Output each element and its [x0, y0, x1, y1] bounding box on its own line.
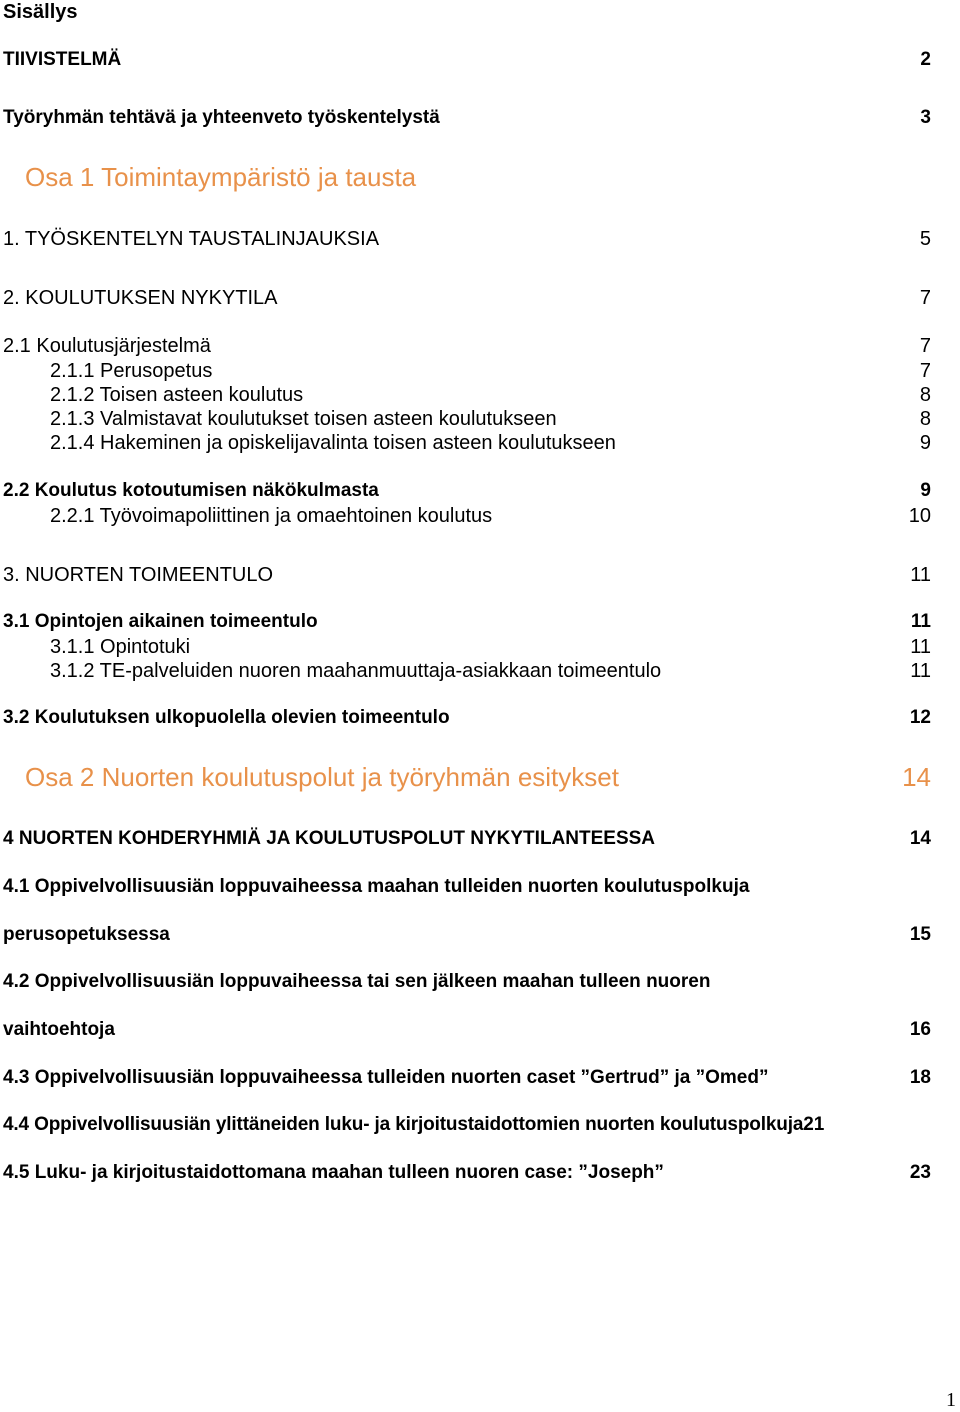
toc-entry[interactable]	[0, 1109, 960, 1141]
toc-entry-page: 11	[910, 611, 931, 632]
toc-entry-page: 10	[908, 505, 931, 527]
toc-entry[interactable]	[0, 919, 960, 951]
toc-entry-title: 2. KOULUTUKSEN NYKYTILA	[3, 287, 278, 309]
toc-entry-page: 9	[919, 432, 931, 454]
toc-entry-page: 11	[910, 660, 931, 682]
toc-entry[interactable]	[0, 655, 960, 687]
toc-entry-title: 4.5 Luku- ja kirjoitustaidottomana maahan tulleen nuoren case: ”Joseph”	[3, 1162, 664, 1183]
toc-entry-title: Työryhmän tehtävä ja yhteenveto työskentelystä	[3, 107, 440, 128]
page-number: 1	[946, 1389, 956, 1411]
toc-entry-page: 5	[919, 228, 931, 250]
toc-entry-page: 2	[920, 49, 931, 70]
toc-entry[interactable]	[0, 1157, 960, 1189]
toc-entry-page: 7	[919, 287, 931, 309]
toc-entry-title: 4.4 Oppivelvollisuusiän ylittäneiden luku- ja kirjoitustaidottomien nuorten koulutuspolkuja21	[3, 1114, 825, 1135]
toc-entry-title: 3.1 Opintojen aikainen toimeentulo	[3, 611, 318, 632]
toc-entry-title: TIIVISTELMÄ	[3, 49, 122, 70]
toc-entry[interactable]	[0, 871, 960, 903]
toc-section-heading[interactable]	[0, 761, 960, 793]
toc-entry-title: 2.2.1 Työvoimapoliittinen ja omaehtoinen koulutus	[50, 505, 493, 527]
toc-entry[interactable]	[0, 966, 960, 998]
toc-entry-title: 3.2 Koulutuksen ulkopuolella olevien toimeentulo	[3, 707, 450, 728]
toc-entry[interactable]	[0, 427, 960, 459]
toc-entry-page: 15	[909, 924, 931, 945]
toc-entry-page: 3	[920, 107, 931, 128]
toc-entry-title: 2.1.4 Hakeminen ja opiskelijavalinta toisen asteen koulutukseen	[50, 432, 616, 454]
toc-entry-title: 3. NUORTEN TOIMEENTULO	[3, 564, 274, 586]
toc-entry-page: 23	[909, 1162, 931, 1183]
toc-entry-title: 3.1.2 TE-palveluiden nuoren maahanmuuttaja-asiakkaan toimeentulo	[50, 660, 662, 682]
toc-heading: Sisällys	[3, 1, 78, 23]
toc-entry-title: 2.1.3 Valmistavat koulutukset toisen asteen koulutukseen	[50, 408, 557, 430]
toc-entry[interactable]	[0, 500, 960, 532]
toc-entry-title: 2.1.1 Perusopetus	[50, 360, 213, 382]
toc-entry-title: 4.1 Oppivelvollisuusiän loppuvaiheessa maahan tulleiden nuorten koulutuspolkuja	[3, 876, 750, 897]
toc-entry-page: 11	[910, 564, 931, 586]
toc-entry[interactable]	[0, 1014, 960, 1046]
toc-entry-title: 4 NUORTEN KOHDERYHMIÄ JA KOULUTUSPOLUT NYKYTILANTEESSA	[3, 828, 656, 849]
toc-section-page: 14	[902, 762, 931, 792]
toc-entry[interactable]	[0, 823, 960, 855]
toc-entry-title: perusopetuksessa	[3, 924, 170, 945]
toc-entry[interactable]	[0, 1062, 960, 1094]
toc-entry-title: 2.2 Koulutus kotoutumisen näkökulmasta	[3, 480, 379, 501]
toc-entry-page: 16	[909, 1019, 931, 1040]
toc-section-heading[interactable]	[0, 161, 960, 193]
toc-section-title: Osa 2 Nuorten koulutuspolut ja työryhmän esitykset	[25, 762, 619, 792]
toc-entry-page: 18	[909, 1067, 931, 1088]
toc-entry-page: 9	[920, 480, 931, 501]
toc-entry-page: 11	[910, 636, 931, 658]
toc-entry-page: 8	[919, 384, 931, 406]
toc-entry-title: 1. TYÖSKENTELYN TAUSTALINJAUKSIA	[3, 228, 380, 250]
toc-entry[interactable]	[0, 282, 960, 314]
toc-entry-page: 12	[909, 707, 931, 728]
toc-entry-page: 7	[919, 360, 931, 382]
toc-entry-page: 14	[909, 828, 931, 849]
toc-entry[interactable]	[0, 702, 960, 734]
toc-entry-title: 3.1.1 Opintotuki	[50, 636, 191, 658]
toc-entry-title: vaihtoehtoja	[3, 1019, 115, 1040]
toc-entry[interactable]	[0, 559, 960, 591]
toc-entry-title: 2.1 Koulutusjärjestelmä	[3, 335, 211, 357]
toc-heading-row	[0, 0, 960, 28]
toc-entry-title: 4.3 Oppivelvollisuusiän loppuvaiheessa tulleiden nuorten caset ”Gertrud” ja ”Omed”	[3, 1067, 769, 1088]
toc-entry-page: 8	[919, 408, 931, 430]
toc-entry[interactable]	[0, 223, 960, 255]
toc-section-title: Osa 1 Toimintaympäristö ja tausta	[25, 162, 417, 192]
toc-entry-title: 2.1.2 Toisen asteen koulutus	[50, 384, 304, 406]
toc-entry-page: 7	[919, 335, 931, 357]
toc-entry[interactable]	[0, 102, 960, 134]
toc-entry[interactable]	[0, 44, 960, 76]
toc-entry-title: 4.2 Oppivelvollisuusiän loppuvaiheessa tai sen jälkeen maahan tulleen nuoren	[3, 971, 711, 992]
